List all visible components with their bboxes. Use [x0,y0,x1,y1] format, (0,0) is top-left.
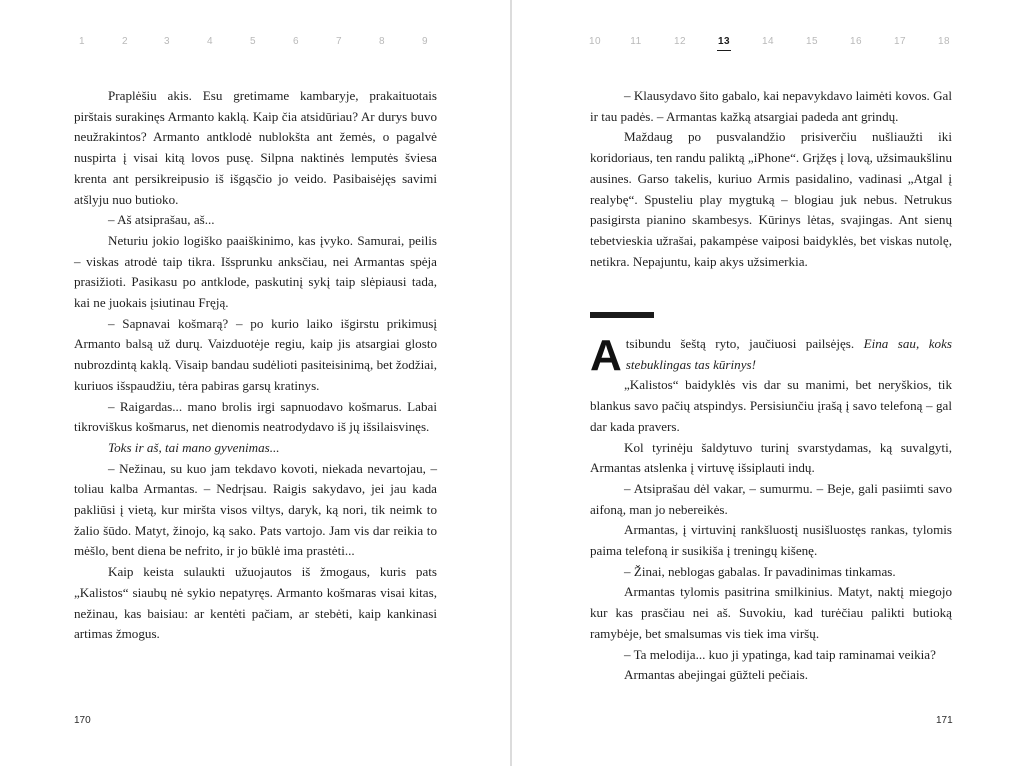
right-page-text-section [590,331,952,686]
paragraph: – Sapnavai košmarą? – po kurio laiko išgirstu prikimusį Armanto balsą už durų. Vaizduotėje regiu, kaip jis atsargiai glosto nubrozdintą kaklą. Visaip bandau sudėlioti pasiteisinimą, bet žodžiai, kuriuos išspaudžiu, tėra pabiras garsų kratinys. [74,315,437,393]
left-page [0,0,510,766]
right-page [512,0,1024,766]
chapter-link-15[interactable]: 15 [805,36,819,47]
chapter-link-1[interactable]: 1 [78,36,86,47]
chapter-link-8[interactable]: 8 [378,36,386,47]
paragraph: „Kalistos“ baidyklės vis dar su manimi, bet neryškios, tik blankus savo pačių atspindys. Persisiunčiu įrašą į savo telefoną – gal dar kada pravers. [590,377,952,434]
chapter-link-13-active[interactable]: 13 [712,36,736,47]
paragraph: Armantas abejingai gūžteli pečiais. [624,667,808,683]
paragraph: Armantas tylomis pasitrina smilkinius. Matyt, naktį miegojo kur kas prasčiau nei aš. Suvokiu, kad turėčiau palikti butioką ramybėje, bet smalsumas vis tiek ima viršų. [590,584,952,641]
paragraph: Praplėšiu akis. Esu gretimame kambaryje, prakaituotais pirštais surakinęs Armanto kaklą. Kaip čia atsidūriau? Ar durys buvo neužrakintos? Armanto antklodė nublokšta ant žemės, o pagalvė nuspirta į visai kitą lovos pusę. Silpna naktinės lemputės šviesa krenta ant persikreipusio iš išgąsčio jo veido. Pasibaisėjęs savimi atšlyju nuo butioko. [74,88,437,207]
chapter-link-10[interactable]: 10 [588,36,602,47]
paragraph: – Nežinau, su kuo jam tekdavo kovoti, niekada nevartojau, – toliau kalba Armantas. – Nedrįsau. Raigis sakydavo, jei jau kada pakliūsi į vietą, kur miršta visos viltys, daryk, ką nori, tik neimk to žalio šūdo. Matyt, žinojo, ką sako. Pats vartojo. Jam vis dar reikia to mėšlo, bent diena be nefrito, ir jo būklė ima prastėti... [74,460,437,559]
chapter-link-5[interactable]: 5 [249,36,257,47]
paragraph: Armantas, į virtuvinį rankšluostį nusišluostęs rankas, tylomis paima telefoną ir susikiša į treningų kišenę. [590,522,952,559]
chapter-link-18[interactable]: 18 [937,36,951,47]
opening-italic: Eina sau, koks stebuklingas tas kūrinys! [625,336,952,372]
section-divider [590,312,654,318]
chapter-link-4[interactable]: 4 [206,36,214,47]
page-number: 171 [936,715,953,726]
chapter-link-9[interactable]: 9 [421,36,429,47]
paragraph: Kol tyrinėju šaldytuvo turinį svarstydamas, ką suvalgyti, Armantas atslenka į virtuvę išsiplauti indų. [590,439,952,476]
opening-text: tsibundu šeštą ryto, jaučiuosi pailsėjęs. [625,336,864,351]
drop-cap: A [590,331,622,380]
left-page-text [74,86,437,645]
italic-thought: Toks ir aš, tai mano gyvenimas... [108,439,280,455]
chapter-link-7[interactable]: 7 [335,36,343,47]
paragraph: Neturiu jokio logiško paaiškinimo, kas įvyko. Samurai, peilis – viskas atrodė taip tikra. Išsprunku anksčiau, nei Armantas spėja prasižioti. Pasikasu po antklode, paskutinį sykį taip slėpiausi tada, kai ne juokais įsiutinau Fręją. [74,232,437,311]
paragraph: – Aš atsiprašau, aš... [108,212,215,228]
chapter-link-3[interactable]: 3 [163,36,171,47]
paragraph: – Atsiprašau dėl vakar, – sumurmu. – Beje, gali pasiimti savo aifoną, man jo nebereikės. [590,480,952,517]
paragraph: – Ta melodija... kuo ji ypatinga, kad taip raminamai veikia? [624,646,936,662]
paragraph: – Žinai, neblogas gabalas. Ir pavadinimas tinkamas. [624,563,896,579]
chapter-link-14[interactable]: 14 [761,36,775,47]
chapter-link-6[interactable]: 6 [292,36,300,47]
chapter-link-2[interactable]: 2 [121,36,129,47]
section-opening-paragraph [590,331,952,380]
right-page-text-top [590,86,952,272]
page-number: 170 [74,715,91,726]
paragraph: – Raigardas... mano brolis irgi sapnuodavo košmarus. Labai tikroviškus košmarus, net dienomis neatrodydavo iš jų išsilaisvinęs. [74,398,437,435]
paragraph-italic [74,438,437,459]
paragraph: Maždaug po pusvalandžio prisiverčiu nušliaužti iki koridoriaus, ten randu paliktą „iPhone“. Grįžęs į lovą, užsimaukšlinu ausines. Garso takelis, kuriuo Armis pasidalino, vadinasi „Atgal į realybę“. Spusteliu play mygtuką – blogiau juk nebus. Netrukus pasigirsta pianino skambesys. Kūrinys lėtas, svajingas. Ant sienų tebetvieskia užrašai, pakampėse vaiposi baidyklės, bet viskas nutolę, netikra. Nepajuntu, kaip akys užsimerkia. [590,129,952,269]
paragraph: – Klausydavo šito gabalo, kai nepavykdavo laimėti kovos. Gal ir tau padės. – Armantas kažką atsargiai padeda ant grindų. [590,88,953,124]
paragraph: Kaip keista sulaukti užuojautos iš žmogaus, kuris pats „Kalistos“ siaubų nė sykio nepatyręs. Armanto košmaras visai kitas, nežinau, kas baisiau: ar kentėti pačiam, ar stebėti, kaip kankinasi artimas žmogus. [74,564,437,642]
chapter-link-16[interactable]: 16 [849,36,863,47]
chapter-link-17[interactable]: 17 [893,36,907,47]
chapter-link-12[interactable]: 12 [673,36,687,47]
chapter-link-11[interactable]: 11 [630,36,642,47]
